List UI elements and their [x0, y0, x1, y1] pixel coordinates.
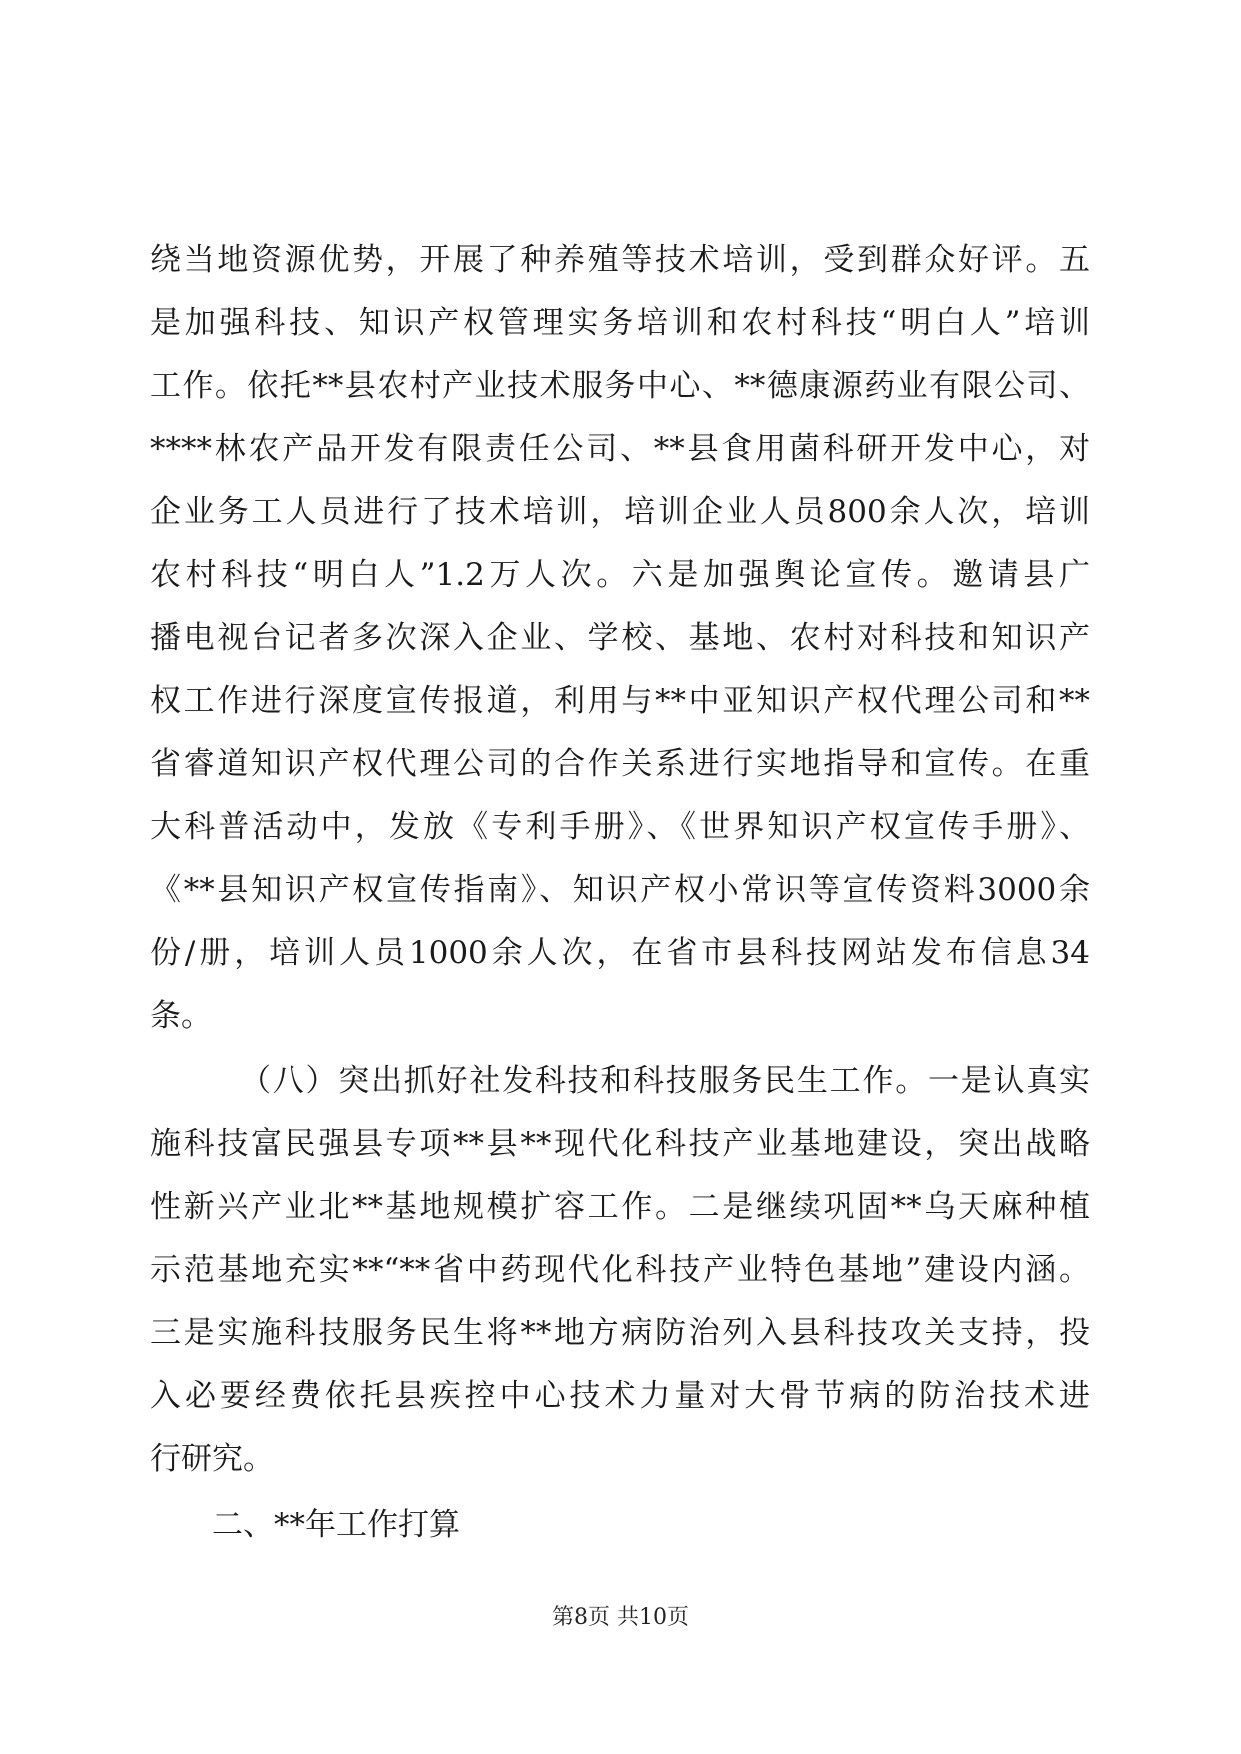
body-text-line: 性新兴产业北**基地规模扩容工作。二是继续巩固**乌天麻种植 [150, 1189, 1090, 1225]
page-number-footer: 第8页 共10页 [552, 1605, 689, 1630]
body-text-line: 农村科技“明白人”1.2万人次。六是加强舆论宣传。邀请县广 [150, 557, 1090, 593]
body-text-line: 三是实施科技服务民生将**地方病防治列入县科技攻关支持，投 [150, 1315, 1090, 1351]
body-text-line: 权工作进行深度宣传报道，利用与**中亚知识产权代理公司和** [150, 683, 1090, 719]
body-text-line: 示范基地充实**“**省中药现代化科技产业特色基地”建设内涵。 [150, 1252, 1090, 1288]
body-text-line: 省睿道知识产权代理公司的合作关系进行实地指导和宣传。在重 [150, 746, 1090, 782]
body-text-line: 大科普活动中，发放《专利手册》、《世界知识产权宣传手册》、 [150, 809, 1090, 845]
body-text-line: 企业务工人员进行了技术培训，培训企业人员800余人次，培训 [150, 494, 1090, 530]
body-text-line: 播电视台记者多次深入企业、学校、基地、农村对科技和知识产 [150, 620, 1090, 656]
body-text-line: ****林农产品开发有限责任公司、**县食用菌科研开发中心，对 [150, 431, 1090, 467]
body-text-line: 份/册，培训人员1000余人次，在省市县科技网站发布信息34 [150, 935, 1090, 971]
body-text-line: 入必要经费依托县疾控中心技术力量对大骨节病的防治技术进 [150, 1378, 1090, 1414]
body-text-line: 施科技富民强县专项**县**现代化科技产业基地建设，突出战略 [150, 1126, 1090, 1162]
body-text-line: 《**县知识产权宣传指南》、知识产权小常识等宣传资料3000余 [150, 872, 1090, 908]
body-text-line: 工作。依托**县农村产业技术服务中心、**德康源药业有限公司、 [150, 368, 1090, 404]
body-text-line: 绕当地资源优势，开展了种养殖等技术培训，受到群众好评。五 [150, 242, 1090, 278]
section-heading: 二、**年工作打算 [212, 1507, 460, 1543]
section-heading-paragraph-start: （八）突出抓好社发科技和科技服务民生工作。一是认真实 [240, 1063, 1090, 1099]
body-text-line: 行研究。 [150, 1441, 274, 1477]
body-text-line: 是加强科技、知识产权管理实务培训和农村科技“明白人”培训 [150, 305, 1090, 341]
body-text-line: 条。 [150, 998, 212, 1034]
